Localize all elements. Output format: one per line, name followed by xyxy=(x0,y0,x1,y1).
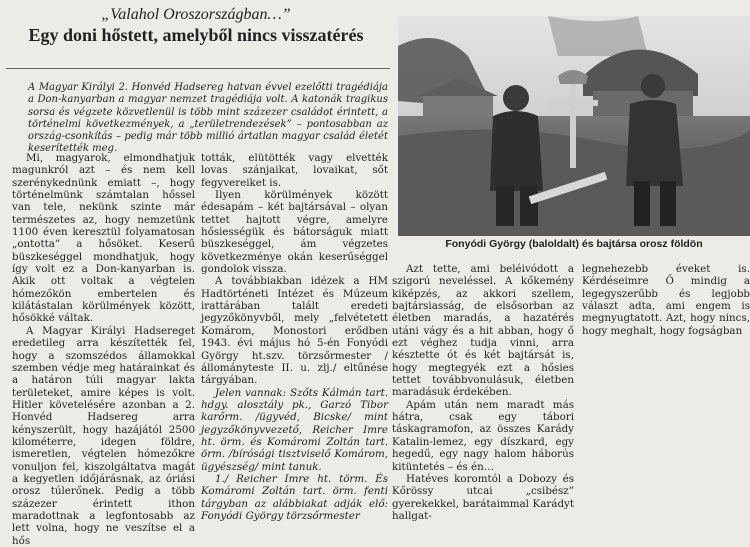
paragraph: A Magyar Királyi Hadsereget eredetileg arra készítették fel, hogy a szomszédos államokkal szemben védje meg határainkat és a határon túli magyar lakta területeket, amire képes is volt. Hitler követelésére azonban a 2. Honvéd Hadsereg arra kényszerült, hogy hazájától 2500 kilométerre, idegen földre, ismeretlen, végtelen hómezőkre vonuljon fel, kiszolgáltatva magát a kegyetlen időjárásnak, az óriási orosz túlerőnek. Pedig a több százezer érintett ithon maradottnak a legfontosabb az lett volna, hogy ne veszítse el a hős xyxy=(12,324,195,547)
photo-illustration xyxy=(398,16,750,236)
header-rule xyxy=(6,68,390,69)
article-photo xyxy=(398,16,750,236)
paragraph: Ilyen körülmények között édesapám – két bajtársával – olyan tettet hajtott végre, amelyre hősiességük és bátorságuk miatt büszkeséggel, ám végzetes következménye okán keserűséggel gondolok vissza. xyxy=(201,189,388,276)
paragraph: 1./ Reicher Imre ht. törm. És Komáromi Zoltán tart. örm. fenti tárgyban az alábbiakat adják elő: Fonyódi György törzsőrmester xyxy=(201,472,388,522)
article-header xyxy=(2,0,390,70)
article-kicker: „Valahol Oroszországban…” xyxy=(101,6,291,23)
paragraph: tották, elütötték vagy elvették lovas szánjaikat, lovaikat, sőt fegyvereiket is. xyxy=(201,152,388,189)
article-title: Egy doni hőstett, amelyből nincs visszatérés xyxy=(28,25,364,45)
column-2 xyxy=(201,152,388,522)
column-1 xyxy=(12,152,195,547)
column-3 xyxy=(392,263,574,522)
paragraph: A továbbiakban idézek a HM Hadtörténeti Intézet és Múzeum irattárában talált eredeti jegyzőkönyvből, mely „felvétetett Komárom, Monostori erődben 1943. évi május hó 5-én Fonyódi György ht.szv. törzsőrmester /állományteste II. u. zlj./ eltűnése tárgyában. xyxy=(201,275,388,387)
photo-caption: Fonyódi György (baloldalt) és bajtársa orosz földön xyxy=(445,238,703,250)
paragraph: Mi, magyarok, elmondhatjuk magunkról azt – és nem kell szerénykednünk emiatt –, hogy történelmünk számtalan hőssel van tele, nekünk szinte már természetes az, hogy nemzetünk 1100 éven keresztül folyamatosan „ontotta” a hősöket. Keserű büszkeséggel mondhatjuk, hogy így volt ez a Don-kanyarban is. Akik ott voltak a végtelen hómezőkön embertelen és kilátástalan körülmények között, hősökké váltak. xyxy=(12,152,195,325)
column-4 xyxy=(582,263,750,337)
paragraph: Hatéves koromtól a Dobozy és Kőrössy utcai „csibész” gyerekekkel, barátaimmal Karádyt hallgat- xyxy=(392,472,574,522)
paragraph: Azt tette, ami beléivódott a szigorú neveléssel. A kőkemény kiképzés, az akkori szellem, bajtársiasság, de elsősorban az életben maradás, a hazatérés utáni vágy és a hit abban, hogy ő ezt véghez tudja vinni, arra késztette ót és két bajtársát is, hogy megtegyék ezt a hősies tettet továbbvonulásuk, életben maradásuk érdekében. xyxy=(392,263,574,399)
paragraph: legnehezebb éveket is. Kérdéseimre Ő mindig a legegyszerűbb és legjobb választ adta, ami engem is megnyugtatott. Azt, hogy nincs, hogy meghalt, hogy fogságban xyxy=(582,263,750,337)
paragraph: Jelen vannak: Szőts Kálmán tart. hdgy. alosztály pk., Garzó Tibor karőrm. /ügyvéd, Bicske/ mint jegyzőkönyvvezető, Reicher Imre ht. örm. és Komáromi Zoltán tart. örm. /bírósági tisztviselő Komárom, ügyészség/ mint tanuk. xyxy=(201,386,388,473)
paragraph: Apám után nem maradt más hátra, csak egy tábori táskagramofon, az összes Karády Katalin-lemez, egy díszkard, egy hegedű, egy nagy halom háborús kitüntetés – és én… xyxy=(392,398,574,473)
article-lead: A Magyar Királyi 2. Honvéd Hadsereg hatvan évvel ezelőtti tragédiája a Don-kanyarban a magyar nemzet tragédiája volt. A katonák tragikus sorsa és végzete közvetlenül is több mint százezer családot érintett, a történelmi következmények, a „területrendezések” – pontosabban az ország-csonkítás – pedig már több millió ártatlan magyar család életét keserítették meg. xyxy=(28,82,388,155)
